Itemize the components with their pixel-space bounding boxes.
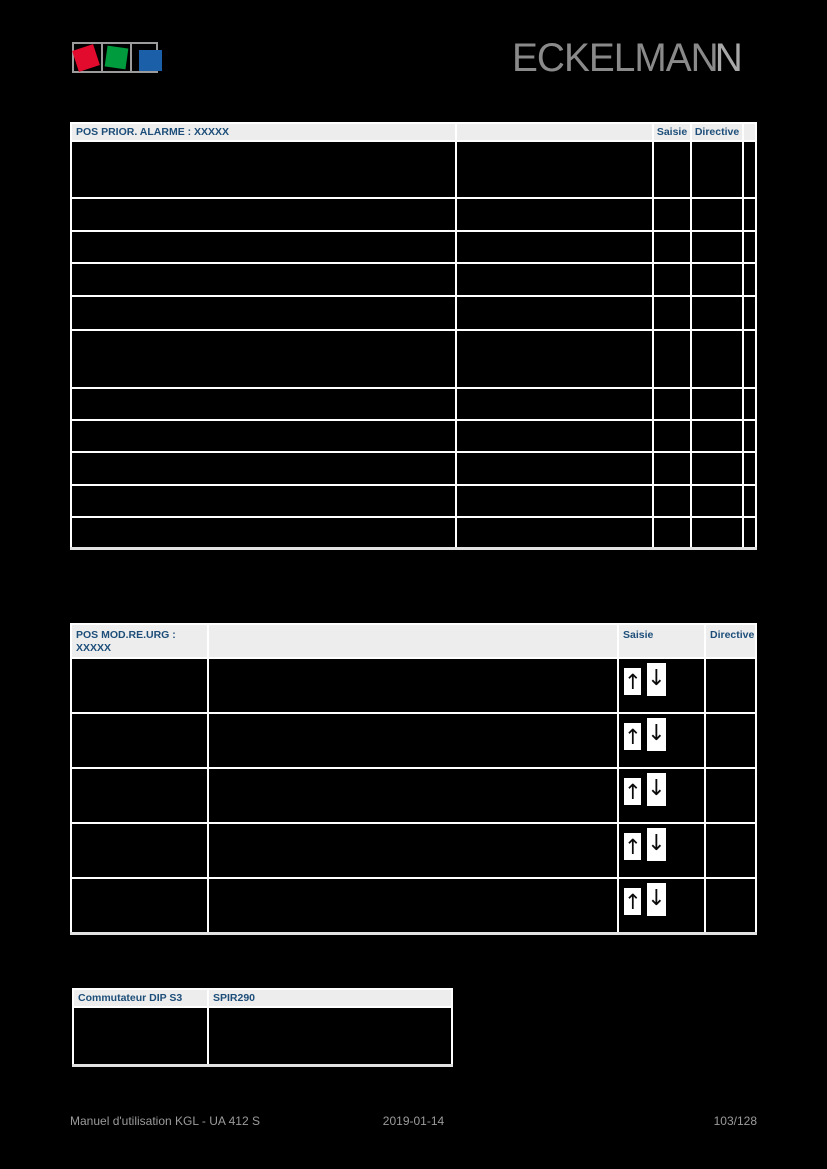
arrow-down-key-icon: ↓ — [647, 718, 666, 751]
table-row — [71, 823, 756, 878]
urgency-mod-table — [70, 623, 757, 935]
table-row — [73, 1007, 452, 1065]
saisie-keys-cell — [618, 713, 705, 768]
arrow-up-key-icon: ↑ — [624, 890, 642, 914]
arrow-down-key-icon: ↓ — [647, 883, 666, 916]
urg-table-title — [71, 624, 208, 658]
urg-title-line2: XXXXX — [76, 642, 112, 654]
logo-divider — [130, 44, 132, 71]
table-row — [71, 713, 756, 768]
urg-table-header-row — [71, 624, 756, 658]
table-row — [71, 330, 756, 388]
arrow-down-key-icon: ↓ — [647, 663, 666, 696]
table-row — [71, 878, 756, 933]
footer-document-title: Manuel d'utilisation KGL - UA 412 S — [70, 1114, 260, 1128]
saisie-keys-cell — [618, 823, 705, 878]
alarm-table-title: POS PRIOR. ALARME : XXXXX — [71, 123, 456, 141]
alarm-col-saisie: Saisie — [653, 123, 691, 141]
dip-col-switch: Commutateur DIP S3 — [73, 989, 208, 1007]
footer-page-number: 103/128 — [713, 1114, 757, 1128]
eckelmann-wordmark — [512, 36, 755, 80]
table-row — [71, 198, 756, 231]
alarm-priority-table — [70, 122, 757, 550]
urg-title-line1: POS MOD.RE.URG : — [76, 629, 176, 641]
arrow-up-key-icon: ↑ — [624, 835, 642, 859]
alarm-header-spacer — [456, 123, 653, 141]
dip-switch-table — [72, 988, 453, 1067]
arrow-up-key-icon: ↑ — [624, 780, 642, 804]
saisie-keys-cell — [618, 768, 705, 823]
arrow-up-key-icon: ↑ — [624, 670, 642, 694]
arrow-down-key-icon: ↓ — [647, 773, 666, 806]
table-row — [71, 388, 756, 420]
urg-col-directive: Directive — [705, 624, 756, 658]
logo-divider — [101, 44, 103, 71]
table-row — [71, 452, 756, 485]
table-row — [71, 485, 756, 517]
table-row — [71, 658, 756, 713]
logo-blue-square-icon — [139, 50, 162, 71]
logo-green-square-icon — [105, 46, 129, 70]
wordmark-last-n: N — [714, 36, 742, 80]
logo-red-square-icon — [72, 44, 100, 72]
alarm-col-directive: Directive — [691, 123, 743, 141]
table-row — [71, 768, 756, 823]
saisie-keys-cell — [618, 658, 705, 713]
saisie-keys-cell — [618, 878, 705, 933]
arrow-up-key-icon: ↑ — [624, 725, 642, 749]
table-row — [71, 420, 756, 452]
dip-table-header-row — [73, 989, 452, 1007]
wordmark-main: ECKELMAN — [512, 36, 718, 80]
table-row — [71, 231, 756, 263]
urg-col-saisie: Saisie — [618, 624, 705, 658]
dip-col-spir: SPIR290 — [208, 989, 452, 1007]
alarm-header-end-spacer — [743, 123, 756, 141]
urg-header-spacer — [208, 624, 618, 658]
page-footer — [70, 1114, 757, 1129]
table-row — [71, 517, 756, 548]
eckelmann-logo — [72, 42, 158, 73]
table-row — [71, 263, 756, 296]
alarm-table-header-row — [71, 123, 756, 141]
arrow-down-key-icon: ↓ — [647, 828, 666, 861]
footer-date: 2019-01-14 — [382, 1114, 445, 1128]
table-row — [71, 141, 756, 198]
table-row — [71, 296, 756, 330]
